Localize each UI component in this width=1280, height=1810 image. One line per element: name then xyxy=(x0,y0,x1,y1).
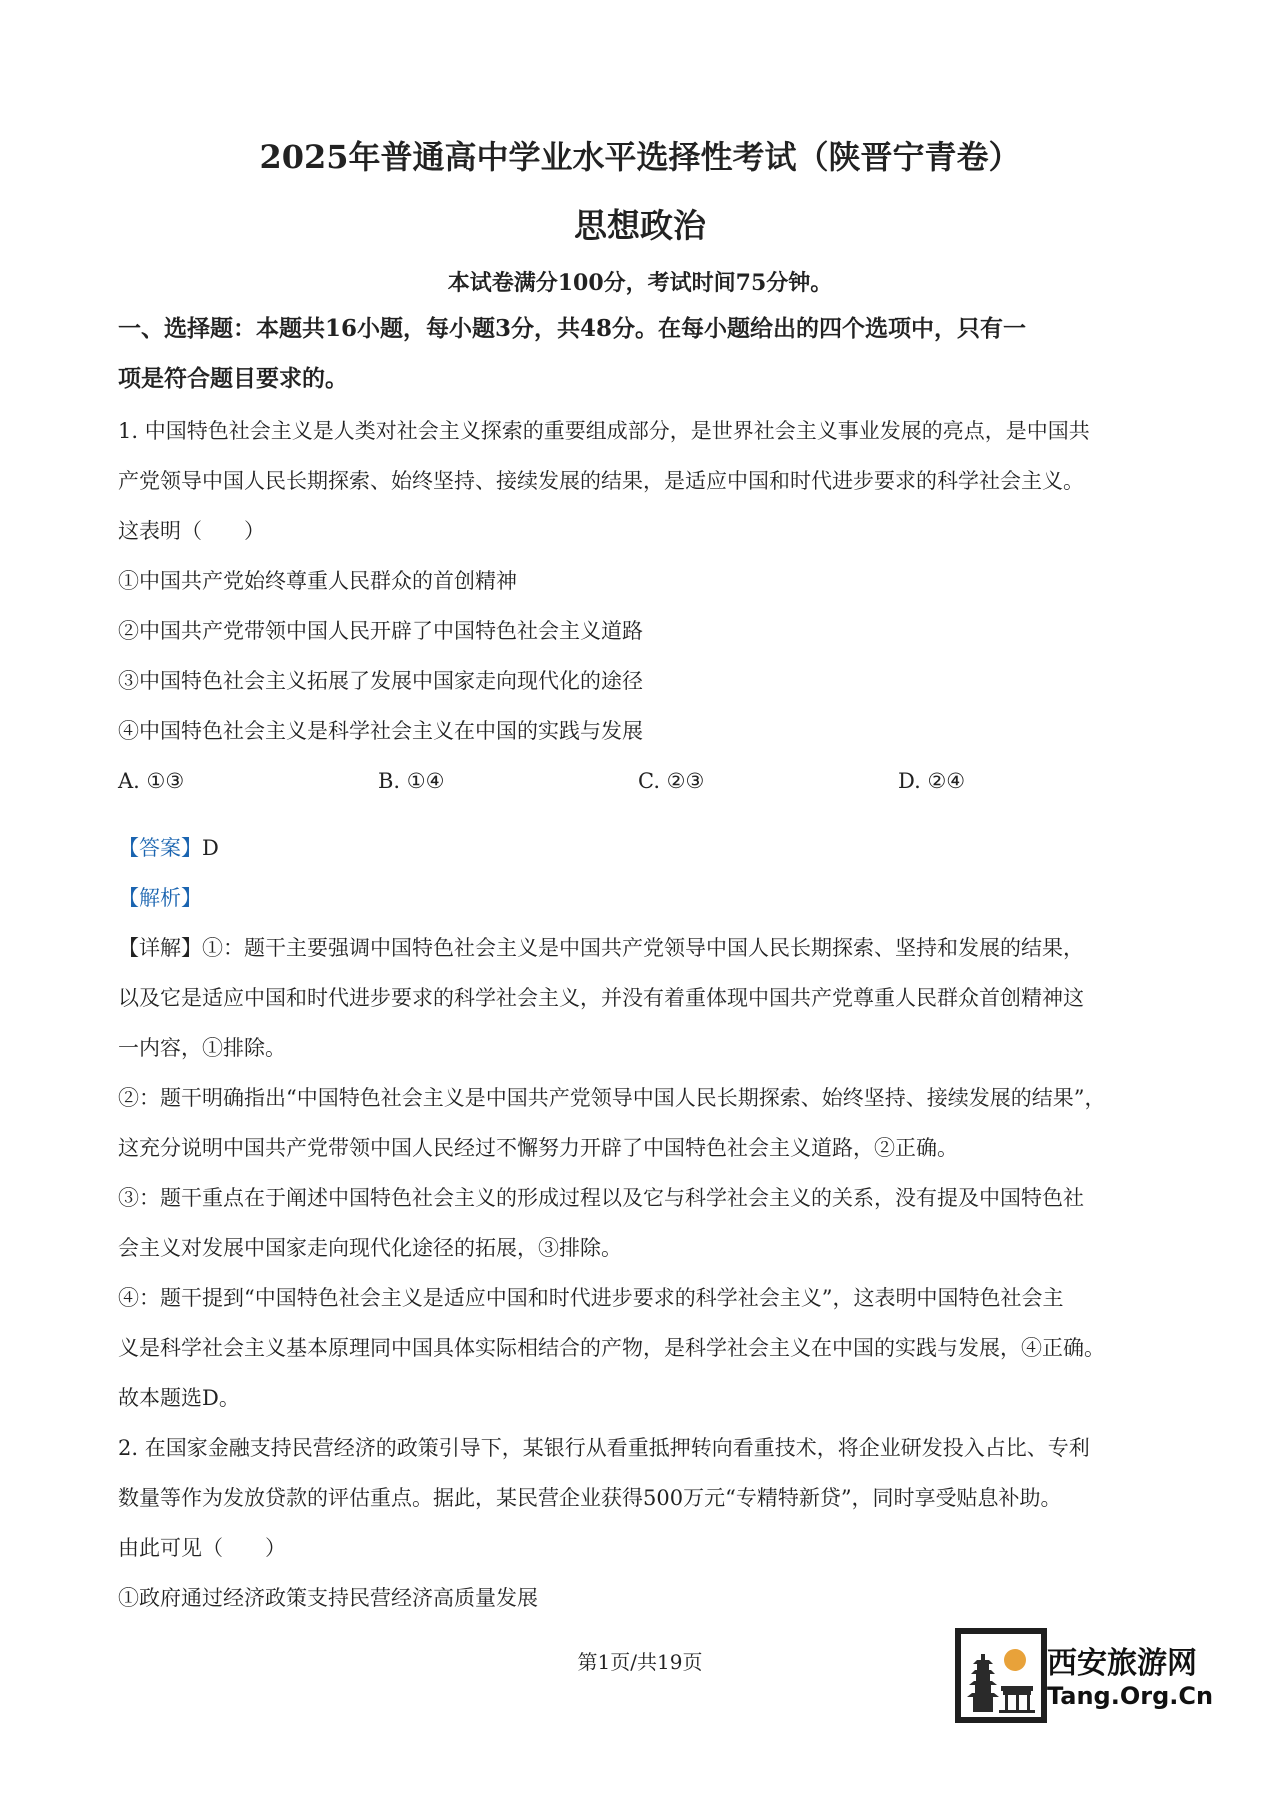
q1-detail-line: 这充分说明中国共产党带领中国人民经过不懈努力开辟了中国特色社会主义道路，②正确。 xyxy=(118,1136,958,1160)
page-number: 第1页/共19页 xyxy=(577,1650,703,1674)
exam-title: 2025年普通高中学业水平选择性考试（陕晋宁青卷） xyxy=(259,138,1021,176)
q1-option-a: A. ①③ xyxy=(118,769,185,793)
q1-option-c: C. ②③ xyxy=(638,769,705,793)
answer-value: D xyxy=(202,836,219,860)
q1-option-d: D. ②④ xyxy=(898,769,966,793)
watermark-logo xyxy=(955,1628,1214,1723)
q1-detail-line: 一内容，①排除。 xyxy=(118,1036,286,1060)
q2-stem-line: 2. 在国家金融支持民营经济的政策引导下，某银行从看重抵押转向看重技术，将企业研发投入占比、专利 xyxy=(118,1436,1090,1460)
q1-stem-line: 产党领导中国人民长期探索、始终坚持、接续发展的结果，是适应中国和时代进步要求的科学社会主义。 xyxy=(118,469,1084,493)
section-heading-line-1: 一、选择题：本题共16小题，每小题3分，共48分。在每小题给出的四个选项中，只有一 xyxy=(118,315,1027,342)
q1-detail-line: ④：题干提到“中国特色社会主义是适应中国和时代进步要求的科学社会主义”，这表明中国特色社会主 xyxy=(118,1286,1064,1310)
q1-detail-line: 义是科学社会主义基本原理同中国具体实际相结合的产物，是科学社会主义在中国的实践与发展，④正确。 xyxy=(118,1336,1105,1360)
exam-info: 本试卷满分100分，考试时间75分钟。 xyxy=(447,270,833,296)
q1-statement: ③中国特色社会主义拓展了发展中国家走向现代化的途径 xyxy=(118,669,643,693)
section-heading-line-2: 项是符合题目要求的。 xyxy=(118,365,348,392)
q1-answer xyxy=(118,833,219,863)
answer-label: 【答案】 xyxy=(118,836,202,860)
subject-title: 思想政治 xyxy=(574,206,706,245)
q2-statement: ①政府通过经济政策支持民营经济高质量发展 xyxy=(118,1586,538,1610)
q1-detail-line: 会主义对发展中国家走向现代化途径的拓展，③排除。 xyxy=(118,1236,622,1260)
pagoda-icon xyxy=(955,1628,1047,1723)
q1-detail-line: 以及它是适应中国和时代进步要求的科学社会主义，并没有着重体现中国共产党尊重人民群众首创精神这 xyxy=(118,986,1084,1010)
q1-detail-line xyxy=(118,933,1084,963)
q1-option-b: B. ①④ xyxy=(378,769,445,793)
q1-detail-line: 故本题选D。 xyxy=(118,1386,240,1410)
q1-statement: ④中国特色社会主义是科学社会主义在中国的实践与发展 xyxy=(118,719,643,743)
q1-stem-line: 1. 中国特色社会主义是人类对社会主义探索的重要组成部分，是世界社会主义事业发展的亮点，是中国共 xyxy=(118,419,1090,443)
q1-statement: ②中国共产党带领中国人民开辟了中国特色社会主义道路 xyxy=(118,619,643,643)
watermark-url: Tang.Org.Cn xyxy=(1047,1682,1214,1710)
q1-stem-line: 这表明（ ） xyxy=(118,519,265,543)
analysis-label: 【解析】 xyxy=(118,886,202,910)
q2-stem-line: 数量等作为发放贷款的评估重点。据此，某民营企业获得500万元“专精特新贷”，同时享受贴息补助。 xyxy=(118,1486,1062,1510)
watermark-title: 西安旅游网 xyxy=(1047,1646,1197,1681)
detail-text: ①：题干主要强调中国特色社会主义是中国共产党领导中国人民长期探索、坚持和发展的结果， xyxy=(202,936,1084,960)
q2-stem-line: 由此可见（ ） xyxy=(118,1536,286,1560)
detail-label: 【详解】 xyxy=(118,936,202,960)
q1-statement: ①中国共产党始终尊重人民群众的首创精神 xyxy=(118,569,517,593)
q1-detail-line: ②：题干明确指出“中国特色社会主义是中国共产党领导中国人民长期探索、始终坚持、接续发展的结果”， xyxy=(118,1086,1106,1110)
q1-detail-line: ③：题干重点在于阐述中国特色社会主义的形成过程以及它与科学社会主义的关系，没有提及中国特色社 xyxy=(118,1186,1084,1210)
